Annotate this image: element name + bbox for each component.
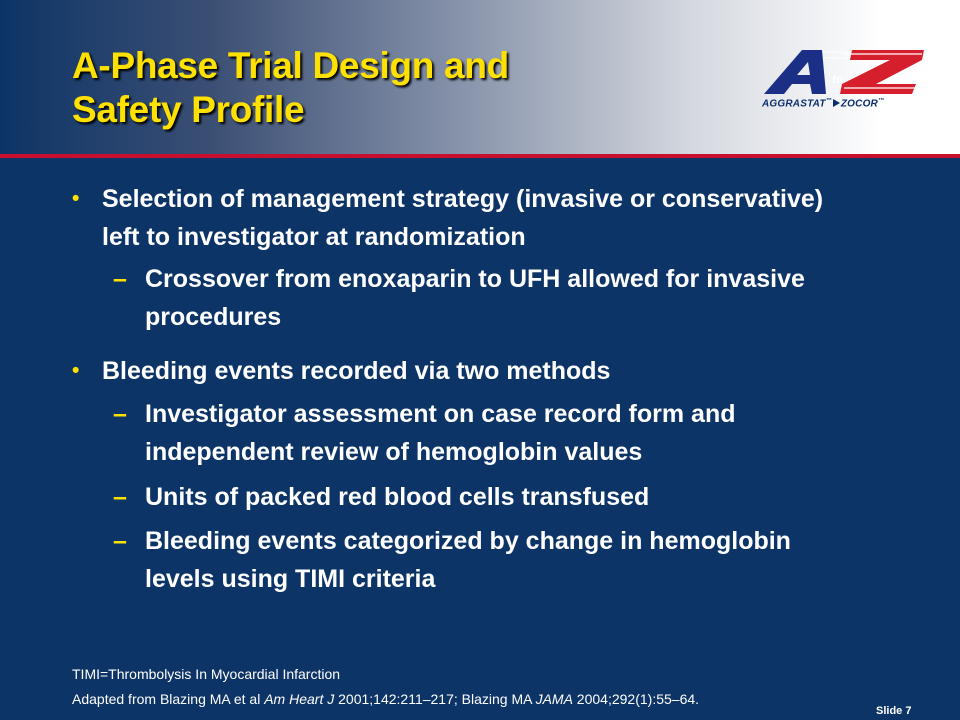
ref-journal: JAMA [535,691,573,707]
bullet-icon: • [72,187,80,210]
bullet-text: Bleeding events recorded via two methods [102,357,611,385]
sub-bullet-text: Investigator assessment on case record form and independent review of hemoglobin values [145,400,736,466]
sub-bullet-text: Bleeding events categorized by change in hemoglobin levels using TIMI criteria [145,527,791,593]
slide-number: Slide 7 [876,705,912,717]
sub-bullet-item [113,478,845,516]
title-line-1: A-Phase Trial Design and [72,45,509,86]
bullet-item [72,352,842,390]
ref-journal: Am Heart J [264,691,335,707]
dash-icon: – [113,400,127,428]
footnote-reference [72,690,699,708]
sub-bullet-item [113,395,845,471]
sub-bullet-item [113,522,845,598]
logo-tm-1: ™ [825,98,832,104]
ref-part: 2001;142:211–217; Blazing MA [334,691,536,707]
sub-bullet-item [113,260,845,336]
logo-caption-zocor: ZOCOR [840,98,878,110]
bullet-icon: • [72,359,80,382]
bullet-text: Selection of management strategy (invasive or conservative) left to investigator at randomization [102,185,824,251]
bullet-item [72,180,842,256]
footnote-abbreviation: TIMI=Thrombolysis In Myocardial Infarction [72,666,341,682]
dash-icon: – [113,527,127,555]
logo-to-text: to [832,72,844,86]
sub-bullet-text: Crossover from enoxaparin to UFH allowed for invasive procedures [145,265,805,331]
dash-icon: – [113,483,127,511]
ref-part: Adapted from Blazing MA et al [72,691,265,707]
logo-caption-aggrastat: AGGRASTAT [762,98,826,110]
dash-icon: – [113,265,127,293]
ref-part: 2004;292(1):55–64. [572,691,700,707]
logo-tm-2: ™ [877,98,885,104]
sub-bullet-text: Units of packed red blood cells transfused [145,483,650,511]
title-line-2: Safety Profile [72,89,305,130]
